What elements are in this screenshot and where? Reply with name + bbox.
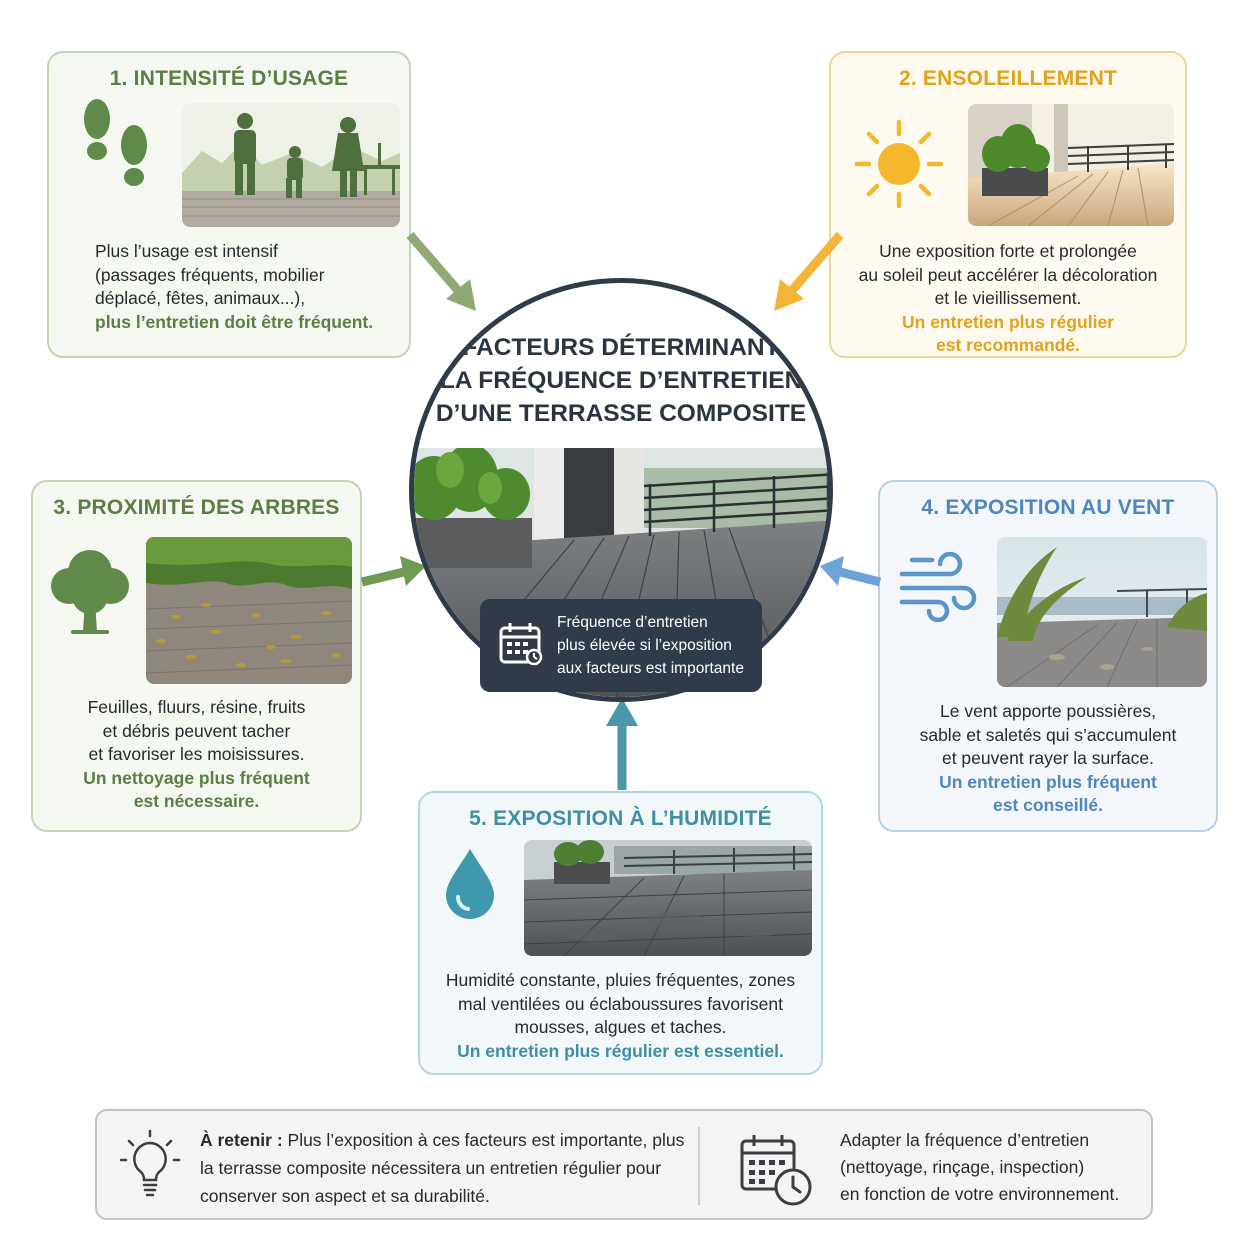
arrow-usage <box>400 225 490 320</box>
center-badge-line: aux facteurs est importante <box>557 660 744 677</box>
footer-right-line: Adapter la fréquence d’entretien <box>840 1130 1090 1150</box>
factor-highlight: est conseillé. <box>993 795 1103 815</box>
factor-text-line: Le vent apporte poussières, <box>940 701 1156 721</box>
center-badge <box>480 599 762 692</box>
factor-highlight: est recommandé. <box>936 335 1080 355</box>
wind-icon <box>898 552 980 627</box>
factor-text-line: (passages fréquents, mobilier <box>95 264 325 285</box>
factor-text-line: sable et saletés qui s’accumulent <box>919 724 1177 745</box>
factor-text-line: Une exposition forte et prolongée <box>879 241 1137 261</box>
factor-text <box>95 240 373 334</box>
center-title-line: LA FRÉQUENCE D’ENTRETIEN <box>439 367 803 394</box>
wind-photo <box>997 537 1207 687</box>
factor-text-line: et le vieillissement. <box>934 288 1082 308</box>
center-title-line: D’UNE TERRASSE COMPOSITE <box>435 400 807 427</box>
calendar-clock-icon <box>739 1133 815 1214</box>
factor-title: 1. INTENSITÉ D’USAGE <box>109 67 349 90</box>
factor-text-line: Humidité constante, pluies fréquentes, zones <box>445 970 796 990</box>
center-title <box>414 331 828 430</box>
factor-text <box>831 240 1185 358</box>
factor-text-line: au soleil peut accélérer la décoloration <box>858 264 1158 285</box>
footer-summary <box>95 1109 1153 1220</box>
factor-card-usage <box>47 51 411 358</box>
factor-text-line: et favoriser les moisissures. <box>88 744 305 764</box>
sun-photo <box>968 104 1174 226</box>
footprints-icon <box>79 97 155 202</box>
factor-text-line: mal ventilées ou éclaboussures favorisent <box>458 993 783 1014</box>
factor-card-trees <box>31 480 362 832</box>
factor-title: 4. EXPOSITION AU VENT <box>921 496 1175 519</box>
factor-highlight: Un entretien plus régulier est essentiel. <box>457 1040 784 1061</box>
factor-highlight: Un entretien plus régulier <box>902 311 1114 332</box>
footer-right-line: (nettoyage, rinçage, inspection) <box>840 1157 1085 1177</box>
footer-right-line: en fonction de votre environnement. <box>840 1184 1120 1204</box>
factor-text-line: mousses, algues et taches. <box>514 1017 727 1037</box>
footer-divider <box>698 1127 700 1205</box>
factor-text-line: et peuvent rayer la surface. <box>941 748 1155 768</box>
calendar-icon <box>498 621 544 672</box>
sun-icon <box>853 118 945 215</box>
footer-left-text <box>200 1126 684 1210</box>
factor-text <box>420 969 821 1063</box>
tree-icon <box>47 544 133 641</box>
factor-highlight: est nécessaire. <box>133 791 260 811</box>
factor-card-humidity <box>418 791 823 1075</box>
factor-text-line: déplacé, fêtes, animaux...), <box>95 288 306 308</box>
center-badge-line: Fréquence d’entretien <box>557 614 708 631</box>
factor-text-line: Feuilles, fluurs, résine, fruits <box>87 697 306 717</box>
factor-card-sun <box>829 51 1187 358</box>
factor-text <box>33 696 360 814</box>
factor-card-wind <box>878 480 1218 832</box>
footer-right-text <box>840 1127 1119 1208</box>
footer-left-line-text: Plus l’exposition à ces facteurs est importante, plus <box>282 1130 685 1150</box>
humidity-photo <box>524 840 812 956</box>
factor-highlight: Un nettoyage plus fréquent <box>83 767 310 788</box>
center-title-line: FACTEURS DÉTERMINANT <box>462 334 780 361</box>
factor-title: 3. PROXIMITÉ DES ARBRES <box>53 496 340 519</box>
arrow-sun <box>760 225 850 320</box>
footer-left-line <box>200 1126 684 1154</box>
arrow-humidity <box>602 696 642 792</box>
footer-left-line: la terrasse composite nécessitera un entretien régulier pour <box>200 1158 662 1178</box>
footer-left-line: conserver son aspect et sa durabilité. <box>200 1186 490 1206</box>
retenir-label: À retenir : <box>200 1130 283 1150</box>
factor-highlight: Un entretien plus fréquent <box>939 771 1157 792</box>
water-drop-icon <box>442 847 498 926</box>
usage-photo <box>182 103 400 227</box>
factor-title: 5. EXPOSITION À L’HUMIDITÉ <box>469 807 772 830</box>
center-badge-line: plus élevée si l’exposition <box>557 637 732 654</box>
factor-text-line: Plus l’usage est intensif <box>95 241 278 261</box>
factor-text <box>880 700 1216 818</box>
factor-title: 2. ENSOLEILLEMENT <box>898 67 1118 90</box>
factor-text-line: et débris peuvent tacher <box>102 720 291 741</box>
trees-photo <box>146 537 352 684</box>
center-badge-text <box>557 611 744 680</box>
lightbulb-icon <box>119 1129 181 1206</box>
factor-highlight: plus l’entretien doit être fréquent. <box>95 311 374 332</box>
